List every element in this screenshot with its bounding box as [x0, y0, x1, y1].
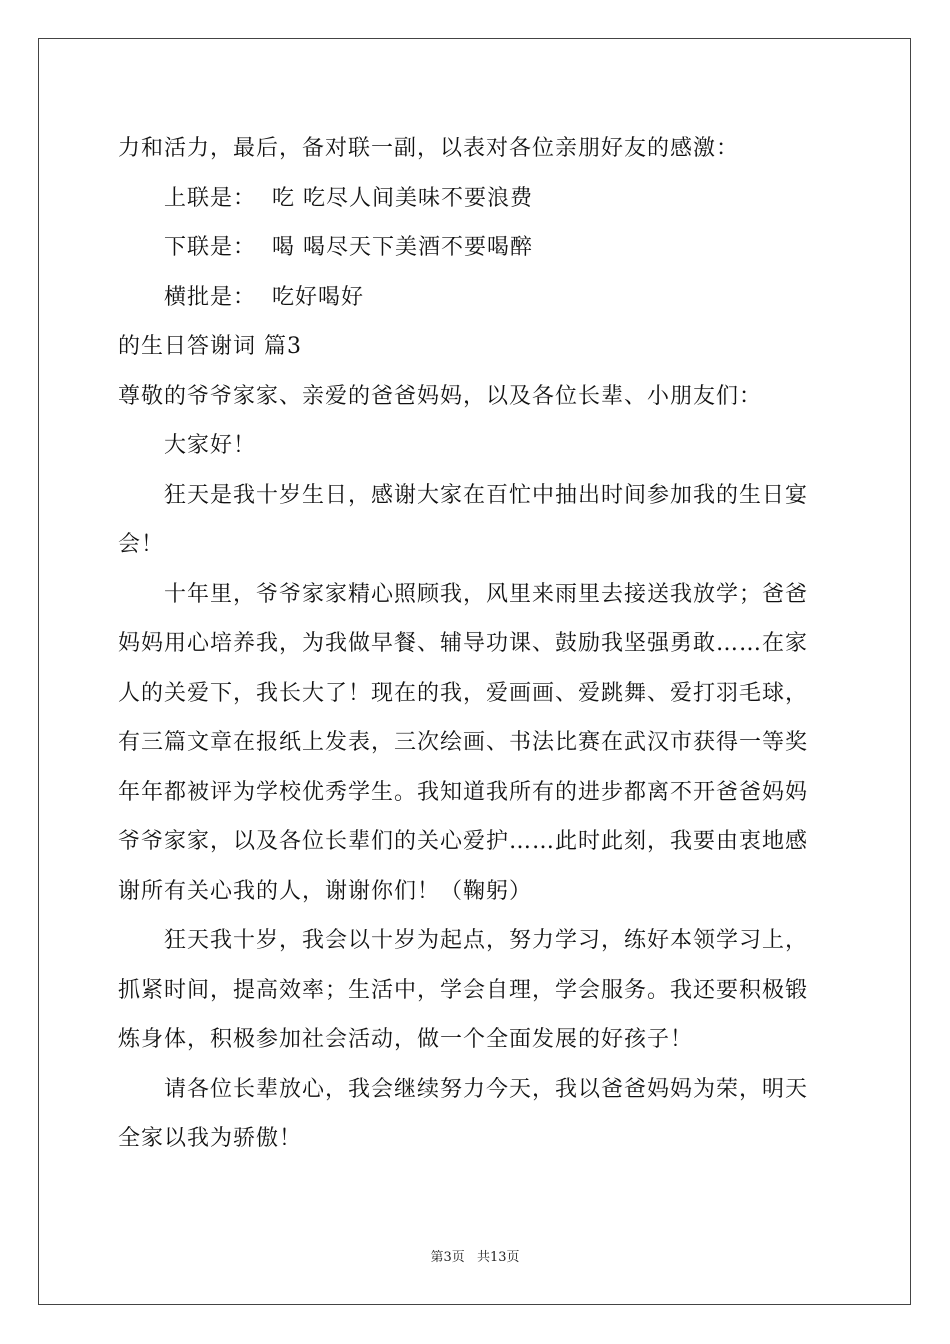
page-number: 第3页: [430, 1250, 465, 1265]
couplet-lower-text: 喝 喝尽天下美酒不要喝醉: [272, 235, 533, 260]
salutation: 尊敬的爷爷家家、亲爱的爸爸妈妈，以及各位长辈、小朋友们：: [118, 383, 763, 409]
text-line: 十年里，爷爷家家精心照顾我，风里来雨里去接送我放学；爸爸: [164, 581, 809, 607]
couplet-upper: [118, 174, 834, 224]
document-body: [118, 124, 834, 1164]
text-line: 年年都被评为学校优秀学生。我知道我所有的进步都离不开爸爸妈妈: [118, 779, 809, 805]
text-line: 爷爷家家，以及各位长辈们的关心爱护……此时此刻，我要由衷地感: [118, 829, 809, 854]
text-line: 有三篇文章在报纸上发表，三次绘画、书法比赛在武汉市获得一等奖: [118, 730, 809, 755]
greeting: 大家好！: [164, 433, 257, 458]
text-line: 炼身体，积极参加社会活动，做一个全面发展的好孩子！: [118, 1027, 694, 1052]
couplet-upper-label: 上联是：: [164, 185, 257, 211]
couplet-lower-label: 下联是：: [164, 235, 257, 260]
section-heading: 的生日答谢词 篇3: [118, 334, 302, 359]
text-line: 请各位长辈放心，我会继续努力今天，我以爸爸妈妈为荣，明天: [164, 1076, 809, 1102]
text-line: 狂天是我十岁生日，感谢大家在百忙中抽出时间参加我的生日宴: [164, 482, 809, 508]
text-line: 抓紧时间，提高效率；生活中，学会自理，学会服务。我还要积极锻: [118, 977, 809, 1003]
couplet-upper-text: 吃 吃尽人间美味不要浪费: [272, 185, 533, 211]
couplet-horizontal: [118, 273, 834, 323]
couplet-lower: [118, 223, 834, 273]
text-line: 力和活力，最后，备对联一副，以表对各位亲朋好友的感激：: [118, 136, 740, 161]
page-footer: [0, 1246, 950, 1265]
text-line: 会！: [118, 532, 165, 557]
couplet-horizontal-text: 吃好喝好: [272, 284, 365, 310]
text-line: 全家以我为骄傲！: [118, 1126, 303, 1151]
couplet-horizontal-label: 横批是：: [164, 284, 257, 310]
text-line: 人的关爱下，我长大了！现在的我，爱画画、爱跳舞、爱打羽毛球，: [118, 680, 809, 706]
text-line: 妈妈用心培养我，为我做早餐、辅导功课、鼓励我坚强勇敢……在家: [118, 631, 809, 656]
page-total: 共13页: [476, 1250, 520, 1265]
text-line: 狂天我十岁，我会以十岁为起点，努力学习，练好本领学习上，: [164, 928, 809, 953]
text-line: 谢所有关心我的人，谢谢你们！（鞠躬）: [118, 878, 533, 904]
